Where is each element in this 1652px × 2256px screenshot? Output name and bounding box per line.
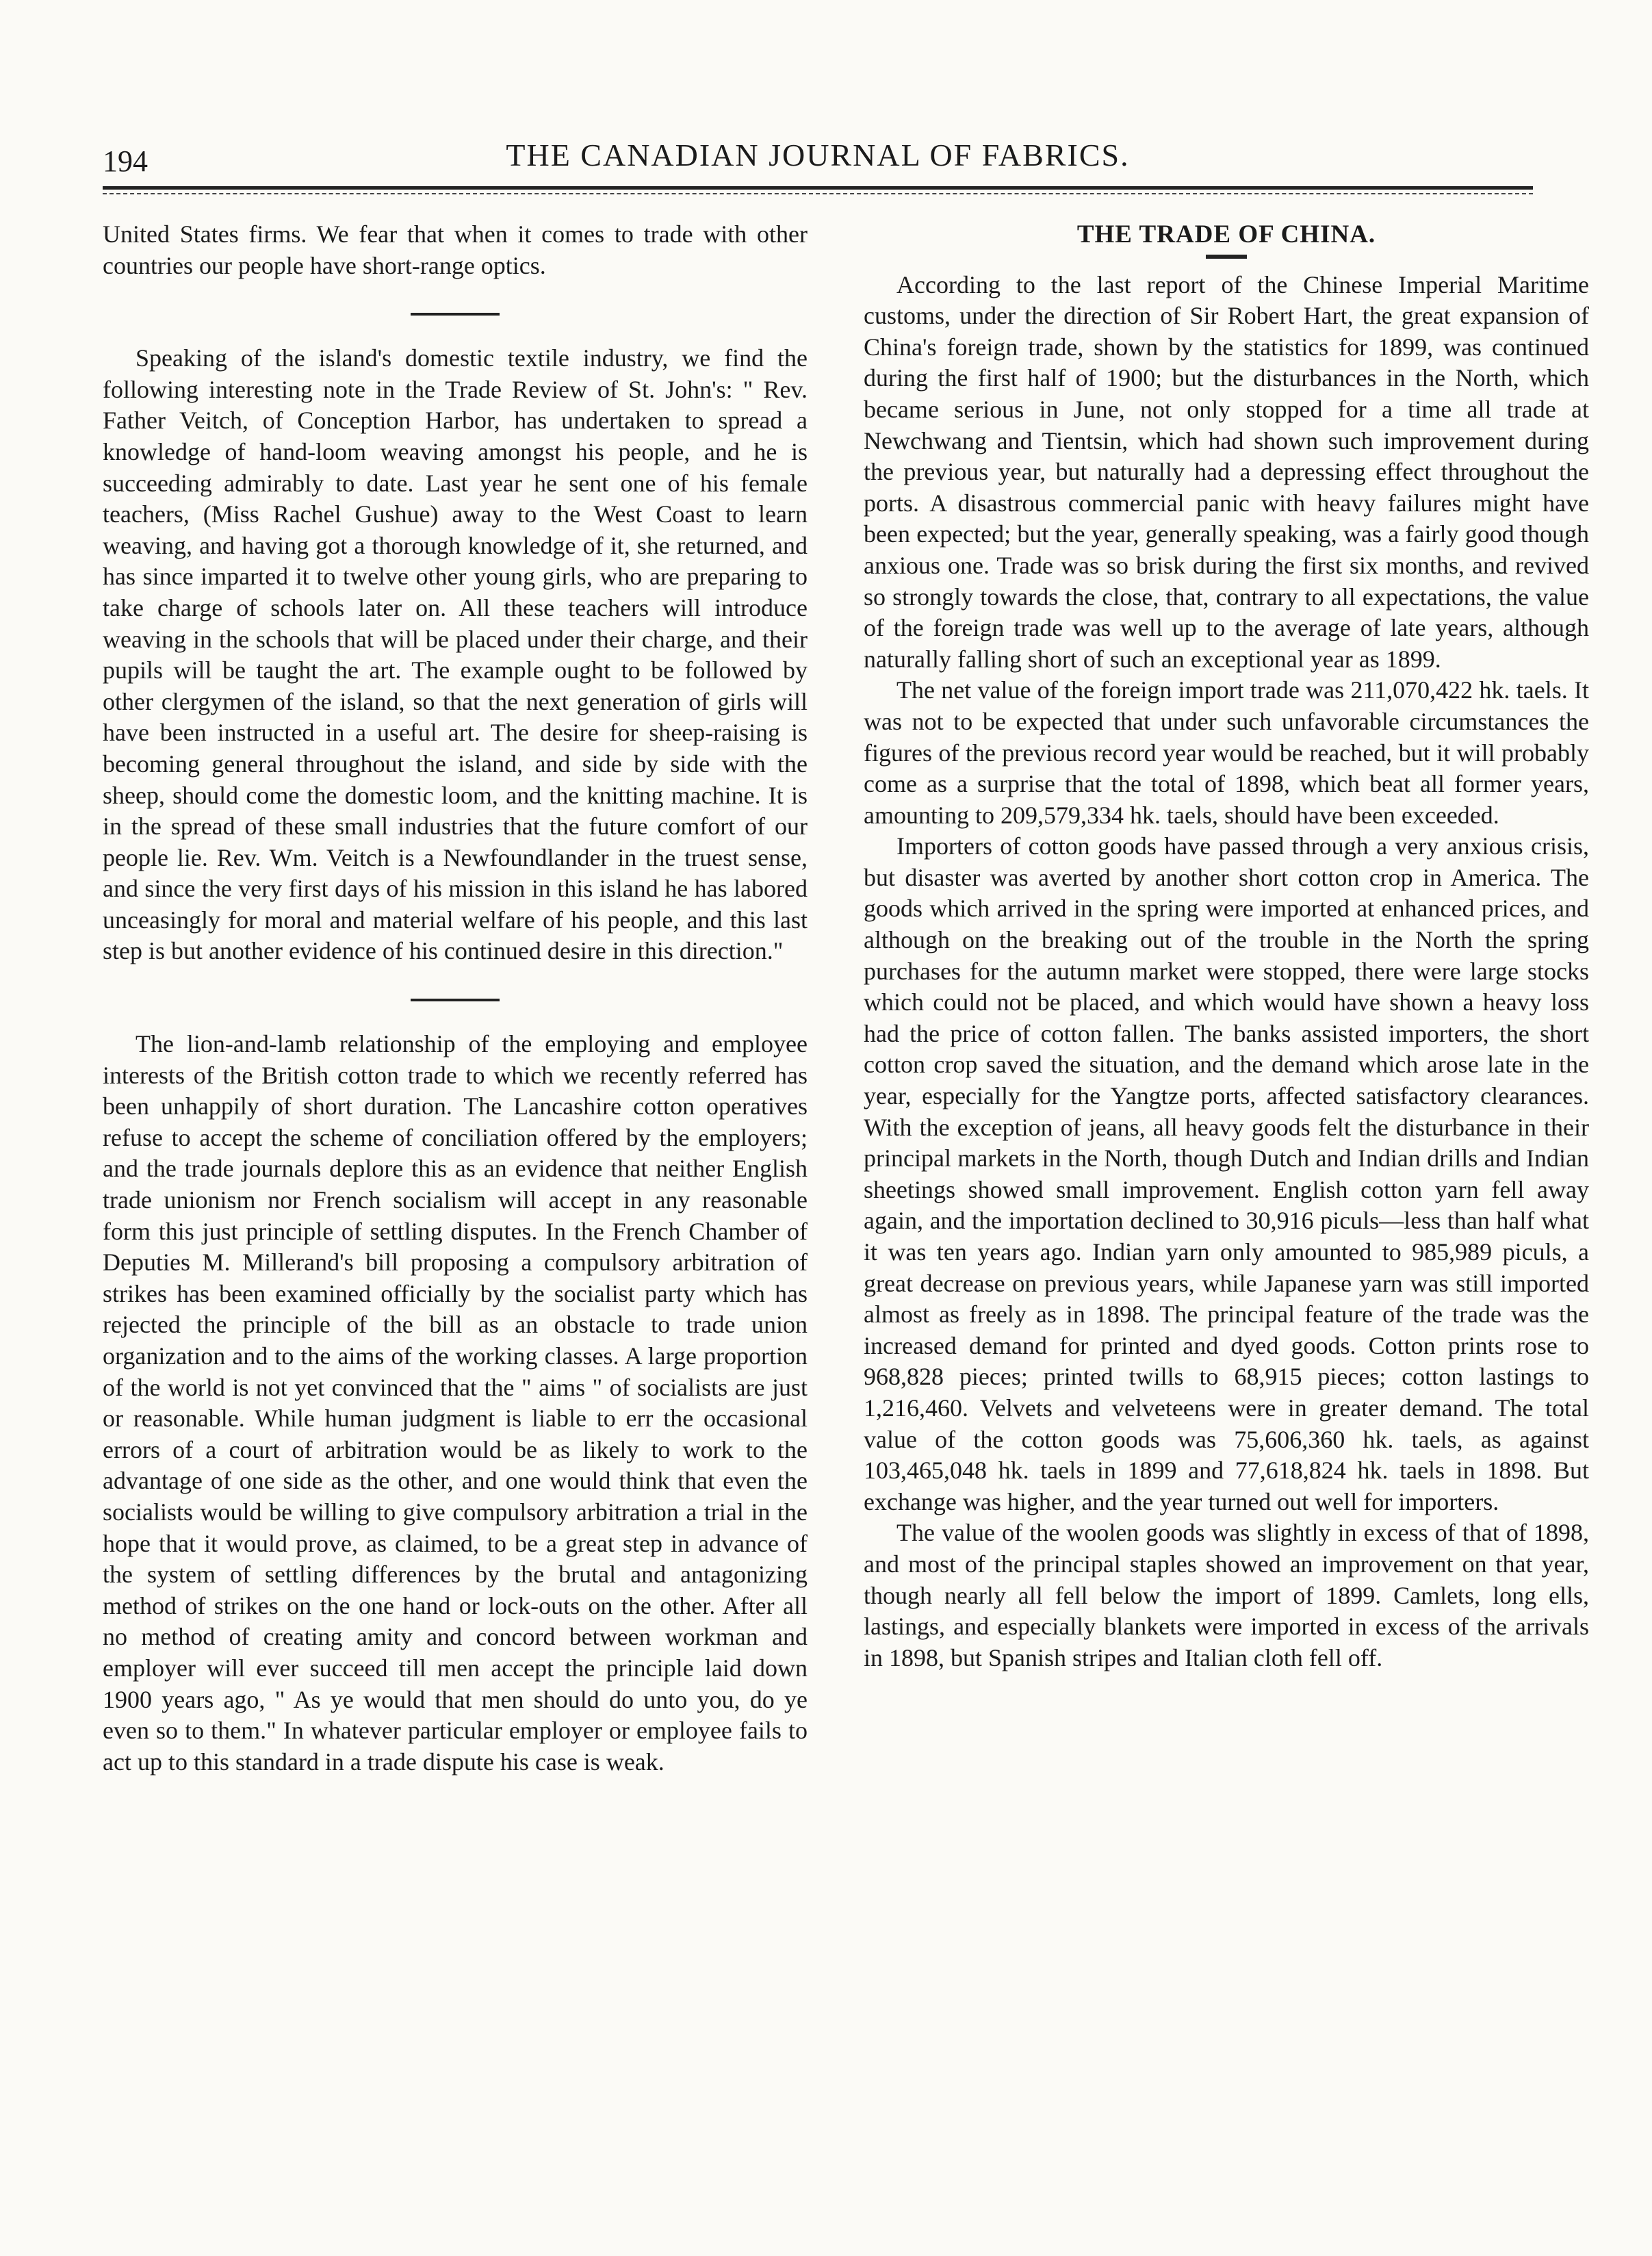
right-paragraph-2: The net value of the foreign import trade was 211,070,422 hk. taels. It was not to be expected that under such unfavorable circumstances the figures of the previous record year would be reached, but it will probably come as a surprise that the total of 1898, which beat all former years, amounting to 209,579,334 hk. taels, should have been exceeded. [864,676,1589,829]
journal-title: THE CANADIAN JOURNAL OF FABRICS. [506,138,1130,172]
left-paragraph-1: United States firms. We fear that when it comes to trade with other countries our people have short-range optics. [103,220,808,279]
right-column [864,219,1589,1674]
section-divider [411,999,500,1001]
right-paragraph-1: According to the last report of the Chinese Imperial Maritime customs, under the direction of Sir Robert Hart, the great expansion of China's foreign trade, shown by the statistics for 1899, was continued during the first half of 1900; but the disturbances in the North, which became serious in June, not only stopped for a time all trade at Newchwang and Tientsin, which had shown such improvement during the previous year, but naturally had a depressing effect throughout the ports. A disastrous commercial panic with heavy failures might have been expected; but the year, generally speaking, was a fairly good though anxious one. Trade was so brisk during the first six months, and revived so strongly towards the close, that, contrary to all expectations, the value of the foreign trade was well up to the average of late years, although naturally falling short of such an exceptional year as 1899. [864,270,1589,673]
page-header [103,137,1533,185]
left-paragraph-2: Speaking of the island's domestic textile industry, we find the following interesting note in the Trade Review of St. John's: " Rev. Father Veitch, of Conception Harbor, has undertaken to spread a knowledge of hand-loom weaving amongst his people, and he is succeeding admirably to date. Last year he sent one of his female teachers, (Miss Rachel Gushue) away to the West Coast to learn weaving, and having got a thorough knowledge of it, she returned, and has since imparted it to twelve other young girls, who are preparing to take charge of schools later on. All these teachers will introduce weaving in the schools that will be placed under their charge, and their pupils will be taught the art. The example ought to be followed by other clergymen of the island, so that the next generation of girls will have been instructed in a useful art. The desire for sheep-raising is becoming general throughout the island, and side by side with the sheep, should come the domestic loom, and the knitting machine. It is in the spread of these small industries that the future comfort of our people lie. Rev. Wm. Veitch is a Newfoundlander in the truest sense, and since the very first days of his mission in this island he has labored unceasingly for moral and material welfare of his people, and this last step is but another evidence of his continued desire in this direction." [103,344,808,965]
left-column [103,219,808,1778]
right-paragraph-4: The value of the woolen goods was slightly in excess of that of 1898, and most of the principal staples showed an improvement on that year, though nearly all fell below the import of 1899. Camlets, long ells, lastings, and especially blankets were imported in excess of the arrivals in 1898, but Spanish stripes and Italian cloth fell off. [864,1519,1589,1671]
page-number: 194 [103,144,148,178]
header-rule-dashed [103,193,1533,194]
article-title: THE TRADE OF CHINA. [1076,220,1376,248]
right-paragraph-3: Importers of cotton goods have passed through a very anxious crisis, but disaster was averted by another short cotton crop in America. The goods which arrived in the spring were imported at enhanced prices, and although on the breaking out of the trouble in the North the spring purchases for the autumn market were stopped, there were large stocks which could not be placed, and which would have shown a heavy loss had the price of cotton fallen. The banks assisted importers, the short cotton crop saved the situation, and the demand which arose late in the year, especially for the Yangtze ports, affected satisfactory clearances. With the exception of jeans, all heavy goods felt the disturbance in their principal markets in the North, though Dutch and Indian drills and Indian sheetings showed small improvement. English cotton yarn fell away again, and the importation declined to 30,916 piculs—less than half what it was ten years ago. Indian yarn only amounted to 985,989 piculs, a great decrease on previous years, while Japanese yarn was still imported almost as freely as in 1898. The principal feature of the trade was the increased demand for printed and dyed goods. Cotton prints rose to 968,828 pieces; printed twills to 68,915 pieces; cotton lastings to 1,216,460. Velvets and velveteens were in greater demand. The total value of the cotton goods was 75,606,360 hk. taels, as against 103,465,048 hk. taels in 1899 and 77,618,824 hk. taels in 1898. But exchange was higher, and the year turned out well for importers. [864,832,1589,1515]
title-divider [1206,255,1247,259]
section-divider [411,313,500,316]
left-paragraph-3: The lion-and-lamb relationship of the employing and employee interests of the British cotton trade to which we recently referred has been unhappily of short duration. The Lancashire cotton operatives refuse to accept the scheme of conciliation offered by the employers; and the trade journals deplore this as an evidence that neither English trade unionism nor French socialism will accept in any reasonable form this just principle of settling disputes. In the French Chamber of Deputies M. Millerand's bill proposing a compulsory arbitration of strikes has been examined officially by the socialist party which has rejected the principle of the bill as an obstacle to trade union organization and to the aims of the working classes. A large proportion of the world is not yet convinced that the " aims " of socialists are just or reasonable. While human judgment is liable to err the occasional errors of a court of arbitration would be as likely to work to the advantage of one side as the other, and one would think that even the socialists would be willing to give compulsory arbitration a trial in the hope that it would prove, as claimed, to be a great step in advance of the system of settling differences by the brutal and antagonizing method of strikes on the one hand or lock-outs on the other. After all no method of creating amity and concord between workman and employer will ever succeed till men accept the principle laid down 1900 years ago, " As ye would that men should do unto you, do ye even so to them." In whatever particular employer or employee fails to act up to this standard in a trade dispute his case is weak. [103,1030,808,1776]
header-rule [103,186,1533,190]
